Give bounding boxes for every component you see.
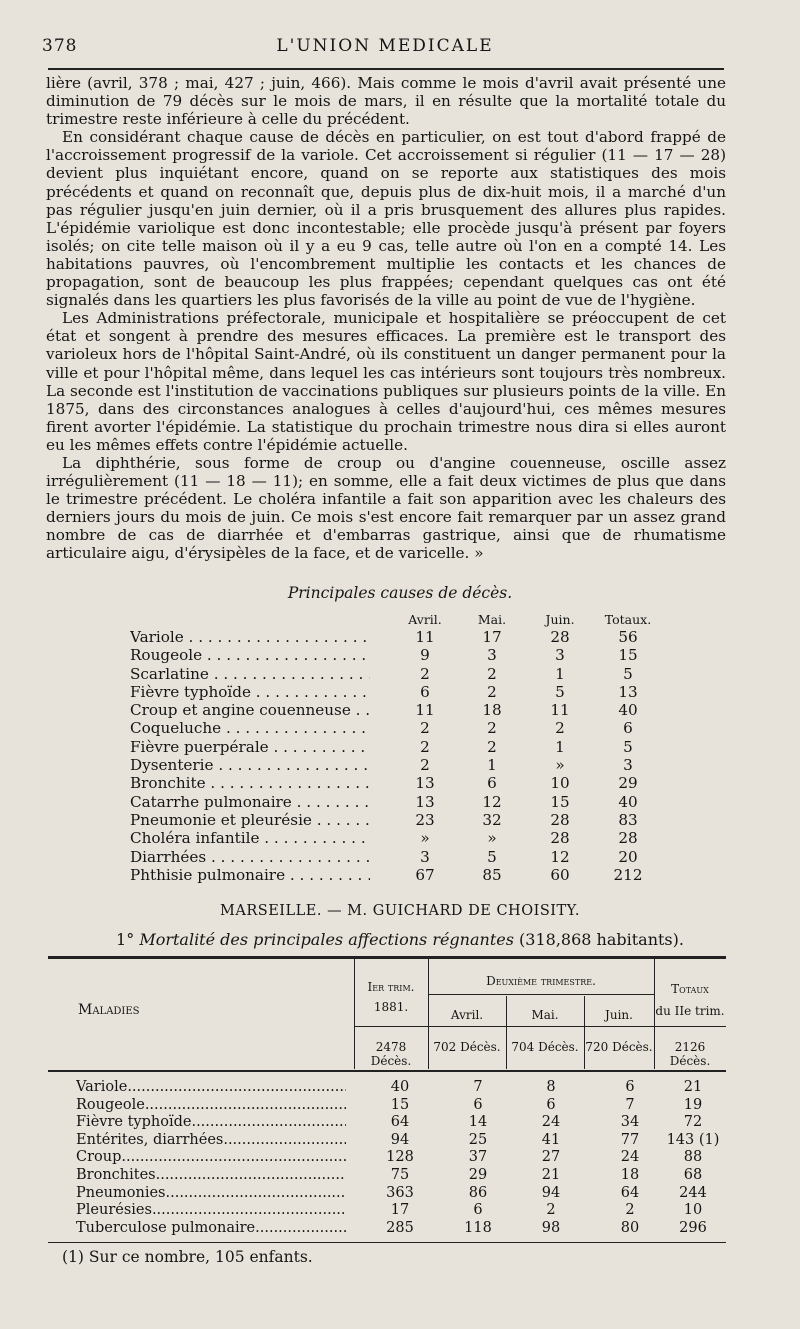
- cell-value: 13: [395, 774, 455, 792]
- cell-value: 13: [598, 683, 658, 701]
- col-header-second: Deuxième trimestre.: [486, 974, 596, 988]
- cell-value: 28: [530, 628, 590, 646]
- caption-title: Mortalité des principales affections régnantes: [139, 930, 514, 949]
- table-row: [130, 774, 670, 792]
- cell-value: 6: [462, 774, 522, 792]
- cell-value: 296: [679, 1219, 707, 1236]
- table-row: [48, 1097, 726, 1113]
- table-row: [130, 866, 670, 884]
- cell-value: 128: [386, 1149, 414, 1166]
- row-label: Fièvre typhoïde .....: [76, 1114, 346, 1130]
- cell-value: 21: [541, 1167, 561, 1183]
- table-row: [130, 848, 670, 866]
- row-label: Phthisie pulmonaire . . .: [130, 866, 370, 884]
- cell-value: 41: [541, 1131, 561, 1148]
- col-header: Totaux.: [604, 612, 652, 627]
- col-divider: [584, 996, 585, 1069]
- row-label: Rougeole . . .: [130, 646, 370, 664]
- row-label: Pleurésies .....: [76, 1202, 346, 1218]
- cell-value: 72: [683, 1114, 703, 1131]
- cell-value: 68: [683, 1167, 703, 1183]
- table-row: [130, 829, 670, 847]
- cell-value: 6: [473, 1096, 483, 1113]
- row-label: Pneumonie et pleurésie . . .: [130, 811, 370, 829]
- paragraph: En considérant chaque cause de décès en particulier, on est tout d'abord frappé de l'accroissement progressif de la variole. Cet accroissement si régulier (11 — 17 — 28) devient plus inquiétant encore, quand on se reporte aux statistiques des mois précédents et quand on reconnaît que, depuis plus de dix-huit mois, il a marché d'un pas régulier jusqu'en juin dernier, où il a pris brusquement des allures plus rapides. L'épidémie variolique est donc incontestable; elle procède jusqu'à présent par foyers isolés; on cite telle maison où il y a eu 9 cas, telle autre où l'on en a compté 14. Les habitations pauvres, où l'encombrement multiplie les contacts et les chances de propagation, sont de beaucoup les plus frappées; cependant quelques cas ont été signalés dans les quartiers les plus favorisés de la ville au point de vue de l'hygiène.: [46, 128, 726, 310]
- row-label: Rougeole .....: [76, 1097, 346, 1113]
- row-label: Bronchites .....: [76, 1167, 346, 1183]
- cell-value: 56: [598, 628, 658, 646]
- cell-value: 9: [395, 646, 455, 664]
- cell-value: »: [530, 756, 590, 774]
- footnote: (1) Sur ce nombre, 105 enfants.: [62, 1248, 313, 1266]
- journal-title: L'UNION MEDICALE: [276, 36, 494, 56]
- table1-header: [130, 606, 670, 628]
- cell-value: 28: [530, 811, 590, 829]
- cell-value: 28: [530, 829, 590, 847]
- cell-value: 2: [395, 738, 455, 756]
- cell-value: 64: [620, 1184, 640, 1201]
- cell-value: 5: [598, 738, 658, 756]
- table-rule: [48, 1070, 726, 1072]
- deces-count: 704 Décès.: [511, 1040, 579, 1054]
- table-row: [48, 1114, 726, 1130]
- cell-value: 67: [395, 866, 455, 884]
- cell-value: 18: [620, 1167, 640, 1183]
- cell-value: 14: [468, 1114, 488, 1131]
- row-label: Catarrhe pulmonaire . . .: [130, 793, 370, 811]
- table-row: [130, 738, 670, 756]
- col-header-totaux-sub: du IIe trim.: [655, 1004, 725, 1018]
- cell-value: 77: [620, 1131, 640, 1148]
- cell-value: »: [462, 829, 522, 847]
- cell-value: 40: [598, 793, 658, 811]
- cell-value: 83: [598, 811, 658, 829]
- table-row: [130, 756, 670, 774]
- cell-value: 17: [462, 628, 522, 646]
- cell-value: 7: [473, 1079, 483, 1095]
- cell-value: 212: [598, 866, 658, 884]
- cell-value: 285: [386, 1219, 414, 1236]
- col-header-year: 1881.: [373, 1000, 409, 1014]
- cell-value: 28: [598, 829, 658, 847]
- table-row: [130, 719, 670, 737]
- cell-value: 94: [390, 1131, 410, 1148]
- row-label: Fièvre puerpérale . . .: [130, 738, 370, 756]
- table-row: [130, 665, 670, 683]
- cell-value: 34: [620, 1114, 640, 1131]
- col-header-first: Ier trim.: [367, 980, 415, 994]
- cell-value: 6: [598, 719, 658, 737]
- cell-value: 17: [390, 1202, 410, 1219]
- cell-value: 6: [625, 1079, 635, 1095]
- cell-value: 88: [683, 1149, 703, 1166]
- cell-value: 6: [395, 683, 455, 701]
- cell-value: 15: [598, 646, 658, 664]
- cell-value: 2: [546, 1202, 556, 1219]
- cell-value: 86: [468, 1184, 488, 1201]
- cell-value: 6: [473, 1202, 483, 1219]
- table-row: [130, 646, 670, 664]
- table2-caption: [0, 930, 800, 949]
- row-label: Croup .....: [76, 1149, 346, 1165]
- row-label: Variole .....: [76, 1079, 346, 1095]
- cell-value: 12: [462, 793, 522, 811]
- cell-value: 2: [625, 1202, 635, 1219]
- cell-value: 2: [462, 683, 522, 701]
- row-label: Coqueluche . . .: [130, 719, 370, 737]
- col-header-maladies: Maladies: [78, 1002, 140, 1018]
- cell-value: 11: [395, 701, 455, 719]
- table-row: [130, 683, 670, 701]
- cell-value: 40: [598, 701, 658, 719]
- cell-value: 80: [620, 1219, 640, 1236]
- cell-value: 3: [395, 848, 455, 866]
- row-label: Pneumonies .....: [76, 1185, 346, 1201]
- cell-value: 15: [390, 1096, 410, 1113]
- row-label: Tuberculose pulmonaire .....: [76, 1220, 346, 1236]
- cell-value: 3: [598, 756, 658, 774]
- row-label: Variole . . .: [130, 628, 370, 646]
- table-row: [48, 1132, 726, 1148]
- cell-value: 40: [390, 1079, 410, 1095]
- cell-value: 10: [683, 1202, 703, 1219]
- col-header: Avril.: [408, 612, 442, 627]
- row-label: Entérites, diarrhées .....: [76, 1132, 346, 1148]
- row-label: Scarlatine . . .: [130, 665, 370, 683]
- cell-value: 27: [541, 1149, 561, 1166]
- cell-value: 11: [395, 628, 455, 646]
- cell-value: 12: [530, 848, 590, 866]
- cell-value: 6: [546, 1096, 556, 1113]
- cell-value: 25: [468, 1131, 488, 1148]
- cell-value: 29: [468, 1167, 488, 1183]
- table-row: [130, 793, 670, 811]
- cell-value: 20: [598, 848, 658, 866]
- cell-value: 21: [683, 1079, 703, 1095]
- header-rule: [48, 68, 724, 70]
- table-row: [48, 1202, 726, 1218]
- table-rule: [354, 1026, 726, 1027]
- table-row: [130, 628, 670, 646]
- cell-value: 5: [530, 683, 590, 701]
- table-row: [48, 1185, 726, 1201]
- col-header: Juin.: [545, 612, 575, 627]
- cell-value: 3: [530, 646, 590, 664]
- cell-value: 7: [625, 1096, 635, 1113]
- deces-count: 2126 Décès.: [669, 1040, 711, 1068]
- marseille-table: [48, 956, 726, 1244]
- causes-table: [130, 606, 670, 884]
- table1-rows: [130, 628, 670, 884]
- cell-value: 32: [462, 811, 522, 829]
- table-row: [48, 1220, 726, 1236]
- deces-count: 702 Décès.: [433, 1040, 501, 1054]
- month-header: Avril.: [450, 1008, 484, 1022]
- table-row: [48, 1079, 726, 1095]
- cell-value: 18: [462, 701, 522, 719]
- row-label: Bronchite . . .: [130, 774, 370, 792]
- col-header: Mai.: [477, 612, 507, 627]
- page-number: 378: [42, 36, 78, 56]
- table-rule: [428, 994, 654, 995]
- cell-value: 2: [462, 665, 522, 683]
- cell-value: 118: [464, 1219, 492, 1236]
- table-rule: [48, 958, 726, 959]
- section-heading: MARSEILLE. — M. GUICHARD DE CHOISITY.: [220, 903, 580, 919]
- deces-count: 720 Décès.: [585, 1040, 653, 1054]
- cell-value: 2: [395, 719, 455, 737]
- month-header: Juin.: [605, 1008, 633, 1022]
- cell-value: 23: [395, 811, 455, 829]
- row-label: Croup et angine couenneuse . . .: [130, 701, 370, 719]
- row-label: Fièvre typhoïde . . .: [130, 683, 370, 701]
- table-rule: [48, 1242, 726, 1243]
- cell-value: »: [395, 829, 455, 847]
- month-header: Mai.: [531, 1008, 559, 1022]
- row-label: Choléra infantile . . .: [130, 829, 370, 847]
- cell-value: 5: [598, 665, 658, 683]
- cell-value: 2: [462, 719, 522, 737]
- cell-value: 363: [386, 1184, 414, 1201]
- row-label: Dysenterie . . .: [130, 756, 370, 774]
- table-row: [130, 701, 670, 719]
- row-label: Diarrhées . . .: [130, 848, 370, 866]
- article-body: [46, 74, 726, 563]
- cell-value: 143 (1): [666, 1131, 720, 1148]
- paragraph: lière (avril, 378 ; mai, 427 ; juin, 466). Mais comme le mois d'avril avait présenté une diminution de 79 décès sur le mois de mars, il en résulte que la mortalité totale du trimestre reste inférieure à celle du précédent.: [46, 74, 726, 129]
- cell-value: 75: [390, 1167, 410, 1183]
- cell-value: 24: [541, 1114, 561, 1131]
- table-row: [130, 811, 670, 829]
- cell-value: 11: [530, 701, 590, 719]
- cell-value: 5: [462, 848, 522, 866]
- cell-value: 2: [395, 756, 455, 774]
- cell-value: 244: [679, 1184, 707, 1201]
- cell-value: 1: [530, 665, 590, 683]
- cell-value: 1: [462, 756, 522, 774]
- cell-value: 60: [530, 866, 590, 884]
- cell-value: 64: [390, 1114, 410, 1131]
- cell-value: 8: [546, 1079, 556, 1095]
- cell-value: 98: [541, 1219, 561, 1236]
- cell-value: 2: [462, 738, 522, 756]
- col-header-totaux: Totaux: [671, 982, 709, 996]
- table-row: [48, 1167, 726, 1183]
- cell-value: 13: [395, 793, 455, 811]
- cell-value: 29: [598, 774, 658, 792]
- paragraph: Les Administrations préfectorale, municipale et hospitalière se préoccupent de cet état et songent à prendre des mesures efficaces. La première est le transport des varioleux hors de l'hôpital Saint-André, où ils constituent un danger permanent pour la ville et pour l'hôpital même, dans lequel les cas intérieurs sont toujours très nombreux. La seconde est l'institution de vaccinations publiques sur plusieurs points de la ville. En 1875, dans des circonstances analogues à celles d'aujourd'hui, ces mêmes mesures firent avorter l'épidémie. La statistique du prochain trimestre nous dira si elles auront eu les mêmes effets contre l'épidémie actuelle.: [46, 309, 726, 454]
- caption-number: 1°: [116, 930, 135, 949]
- col-divider: [506, 996, 507, 1069]
- cell-value: 19: [683, 1096, 703, 1113]
- page-header: [42, 30, 728, 58]
- table-row: [48, 1149, 726, 1165]
- cell-value: 85: [462, 866, 522, 884]
- caption-population: (318,868 habitants).: [519, 930, 684, 949]
- cell-value: 2: [530, 719, 590, 737]
- cell-value: 10: [530, 774, 590, 792]
- deces-count: 2478 Décès.: [370, 1040, 412, 1068]
- paragraph: La diphthérie, sous forme de croup ou d'angine couenneuse, oscille assez irrégulièrement (11 — 18 — 11); en somme, elle a fait deux victimes de plus que dans le trimestre précédent. Le choléra infantile a fait son apparition avec les chaleurs des derniers jours du mois de juin. Ce mois s'est encore fait remarquer par un assez grand nombre de cas de diarrhée et d'embarras gastrique, ainsi que de rhumatisme articulaire aigu, d'érysipèles de la face, et de varicelle. »: [46, 453, 726, 563]
- cell-value: 37: [468, 1149, 488, 1166]
- cell-value: 15: [530, 793, 590, 811]
- cell-value: 94: [541, 1184, 561, 1201]
- cell-value: 24: [620, 1149, 640, 1166]
- cell-value: 2: [395, 665, 455, 683]
- cell-value: 1: [530, 738, 590, 756]
- table1-caption: Principales causes de décès.: [287, 584, 513, 602]
- cell-value: 3: [462, 646, 522, 664]
